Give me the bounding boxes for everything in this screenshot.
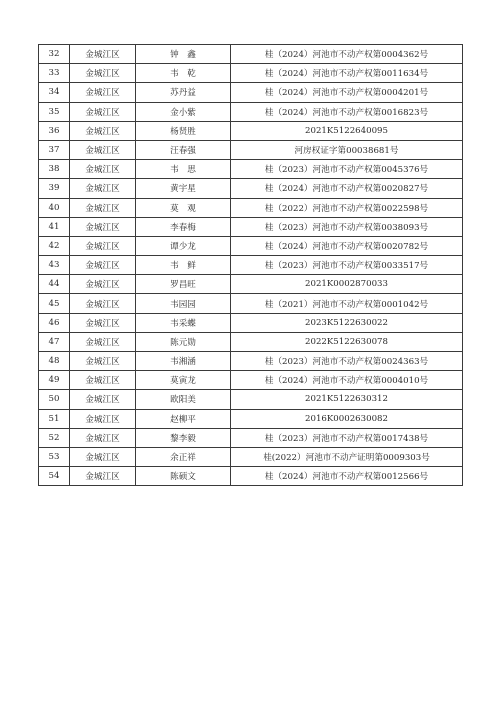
table-row [39, 236, 463, 255]
certificate-cell: 2023K5122630022 [231, 313, 463, 332]
name-cell: 余正祥 [136, 447, 231, 466]
table-row [39, 313, 463, 332]
name-cell: 莫 观 [136, 198, 231, 217]
district-cell: 金城江区 [70, 332, 136, 351]
district-cell: 金城江区 [70, 217, 136, 236]
certificate-cell: 桂（2024）河池市不动产权第0004010号 [231, 371, 463, 390]
district-cell: 金城江区 [70, 256, 136, 275]
certificate-cell: 2022K5122630078 [231, 332, 463, 351]
row-number: 43 [39, 256, 70, 275]
name-cell: 欧阳美 [136, 390, 231, 409]
row-number: 38 [39, 160, 70, 179]
row-number: 36 [39, 121, 70, 140]
certificate-cell: 桂（2023）河池市不动产权第0038093号 [231, 217, 463, 236]
name-cell: 罗昌旺 [136, 275, 231, 294]
name-cell: 韦湘涵 [136, 352, 231, 371]
name-cell: 黎李毅 [136, 428, 231, 447]
table-row [39, 294, 463, 313]
certificate-cell: 桂（2024）河池市不动产权第0016823号 [231, 102, 463, 121]
district-cell: 金城江区 [70, 45, 136, 64]
row-number: 42 [39, 236, 70, 255]
name-cell: 陈硕文 [136, 467, 231, 486]
district-cell: 金城江区 [70, 275, 136, 294]
row-number: 47 [39, 332, 70, 351]
table-row [39, 275, 463, 294]
row-number: 37 [39, 140, 70, 159]
row-number: 52 [39, 428, 70, 447]
table-row [39, 179, 463, 198]
district-cell: 金城江区 [70, 428, 136, 447]
certificate-cell: 河房权证字第00038681号 [231, 140, 463, 159]
table-row [39, 45, 463, 64]
certificate-cell: 桂（2024）河池市不动产权第0020782号 [231, 236, 463, 255]
district-cell: 金城江区 [70, 409, 136, 428]
table-row [39, 467, 463, 486]
row-number: 49 [39, 371, 70, 390]
table-row [39, 352, 463, 371]
name-cell: 韦 思 [136, 160, 231, 179]
table-row [39, 64, 463, 83]
name-cell: 金小紫 [136, 102, 231, 121]
table-row [39, 217, 463, 236]
name-cell: 汪春强 [136, 140, 231, 159]
name-cell: 韦 乾 [136, 64, 231, 83]
certificate-cell: 桂（2022）河池市不动产权第0022598号 [231, 198, 463, 217]
certificate-cell: 桂（2023）河池市不动产权第0045376号 [231, 160, 463, 179]
table-row [39, 409, 463, 428]
table-row [39, 83, 463, 102]
district-cell: 金城江区 [70, 390, 136, 409]
name-cell: 杨贤胜 [136, 121, 231, 140]
table-row [39, 256, 463, 275]
table-row [39, 371, 463, 390]
district-cell: 金城江区 [70, 140, 136, 159]
certificate-cell: 桂（2021）河池市不动产权第0001042号 [231, 294, 463, 313]
district-cell: 金城江区 [70, 198, 136, 217]
table-row [39, 332, 463, 351]
certificate-cell: 桂(2022）河池市不动产证明第0009303号 [231, 447, 463, 466]
district-cell: 金城江区 [70, 121, 136, 140]
table-row [39, 428, 463, 447]
table-row [39, 160, 463, 179]
row-number: 34 [39, 83, 70, 102]
row-number: 54 [39, 467, 70, 486]
district-cell: 金城江区 [70, 447, 136, 466]
certificate-cell: 桂（2023）河池市不动产权第0024363号 [231, 352, 463, 371]
name-cell: 韦园园 [136, 294, 231, 313]
name-cell: 赵柳平 [136, 409, 231, 428]
district-cell: 金城江区 [70, 160, 136, 179]
name-cell: 钟 鑫 [136, 45, 231, 64]
registry-table [38, 44, 463, 486]
name-cell: 莫寅龙 [136, 371, 231, 390]
certificate-cell: 桂（2024）河池市不动产权第0020827号 [231, 179, 463, 198]
row-number: 53 [39, 447, 70, 466]
name-cell: 黄宇星 [136, 179, 231, 198]
row-number: 39 [39, 179, 70, 198]
certificate-cell: 2016K0002630082 [231, 409, 463, 428]
table-row [39, 198, 463, 217]
row-number: 51 [39, 409, 70, 428]
row-number: 44 [39, 275, 70, 294]
district-cell: 金城江区 [70, 64, 136, 83]
row-number: 32 [39, 45, 70, 64]
district-cell: 金城江区 [70, 313, 136, 332]
table-row [39, 390, 463, 409]
certificate-cell: 桂（2024）河池市不动产权第0004362号 [231, 45, 463, 64]
district-cell: 金城江区 [70, 294, 136, 313]
certificate-cell: 2021K5122630312 [231, 390, 463, 409]
district-cell: 金城江区 [70, 179, 136, 198]
name-cell: 李春梅 [136, 217, 231, 236]
row-number: 45 [39, 294, 70, 313]
row-number: 41 [39, 217, 70, 236]
district-cell: 金城江区 [70, 371, 136, 390]
name-cell: 谭少龙 [136, 236, 231, 255]
certificate-cell: 2021K0002870033 [231, 275, 463, 294]
row-number: 33 [39, 64, 70, 83]
name-cell: 韦采蝶 [136, 313, 231, 332]
name-cell: 苏丹益 [136, 83, 231, 102]
certificate-cell: 桂（2024）河池市不动产权第0004201号 [231, 83, 463, 102]
registry-table-body [39, 45, 463, 486]
table-row [39, 447, 463, 466]
district-cell: 金城江区 [70, 467, 136, 486]
district-cell: 金城江区 [70, 236, 136, 255]
certificate-cell: 桂（2023）河池市不动产权第0033517号 [231, 256, 463, 275]
row-number: 46 [39, 313, 70, 332]
district-cell: 金城江区 [70, 83, 136, 102]
table-row [39, 121, 463, 140]
district-cell: 金城江区 [70, 102, 136, 121]
row-number: 48 [39, 352, 70, 371]
row-number: 35 [39, 102, 70, 121]
table-row [39, 102, 463, 121]
certificate-cell: 桂（2023）河池市不动产权第0017438号 [231, 428, 463, 447]
name-cell: 韦 鲜 [136, 256, 231, 275]
district-cell: 金城江区 [70, 352, 136, 371]
row-number: 40 [39, 198, 70, 217]
table-row [39, 140, 463, 159]
certificate-cell: 桂（2024）河池市不动产权第0011634号 [231, 64, 463, 83]
row-number: 50 [39, 390, 70, 409]
certificate-cell: 2021K5122640095 [231, 121, 463, 140]
certificate-cell: 桂（2024）河池市不动产权第0012566号 [231, 467, 463, 486]
name-cell: 陈元勋 [136, 332, 231, 351]
